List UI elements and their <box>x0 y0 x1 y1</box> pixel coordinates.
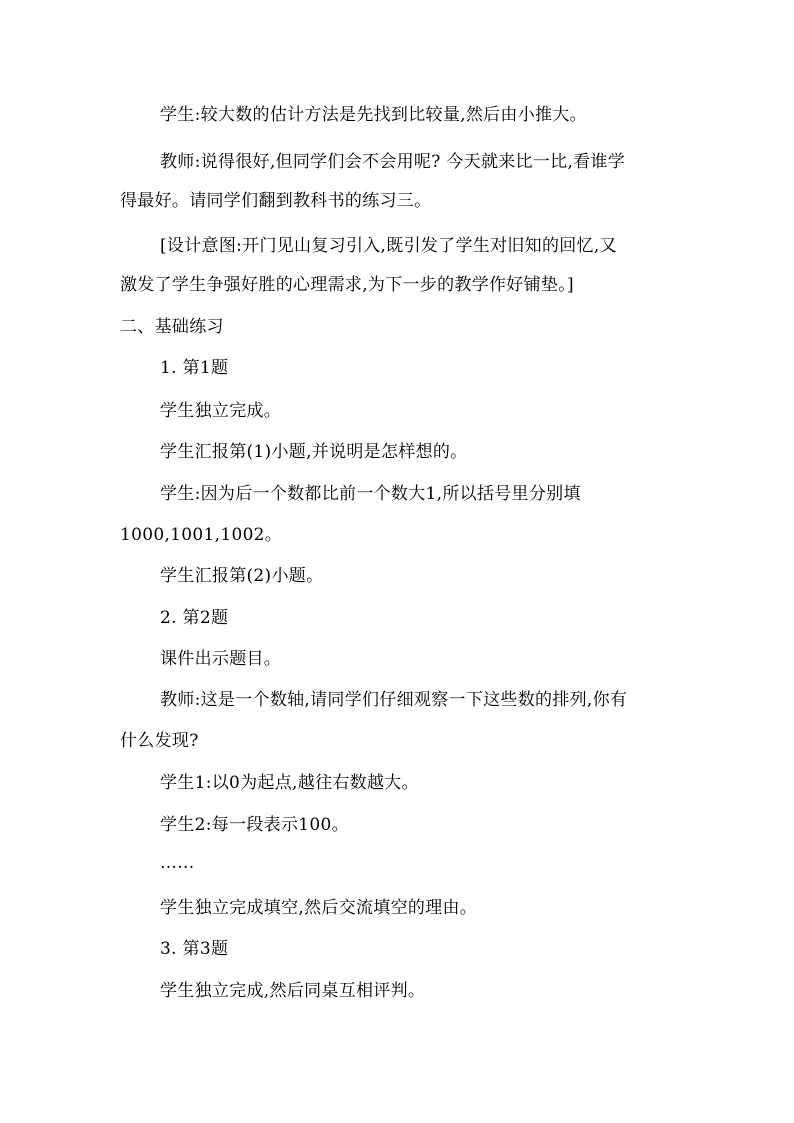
paragraph-line: 学生2:每一段表示100。 <box>160 815 349 835</box>
paragraph-line: 学生汇报第(2)小题。 <box>160 566 324 586</box>
paragraph-line: 学生独立完成,然后同桌互相评判。 <box>160 981 426 1001</box>
exercise-heading: 3. 第3题 <box>160 939 229 959</box>
paragraph-line: 课件出示题目。 <box>160 649 282 669</box>
ellipsis-line: …… <box>160 853 195 873</box>
paragraph-line: 1000,1001,1002。 <box>120 525 283 545</box>
section-heading: 二、基础练习 <box>120 317 224 337</box>
paragraph-line: 学生独立完成。 <box>160 401 282 421</box>
paragraph-line: 学生独立完成填空,然后交流填空的理由。 <box>160 898 478 918</box>
paragraph-line: 什么发现? <box>120 731 199 751</box>
paragraph-line: 激发了学生争强好胜的心理需求,为下一步的教学作好铺垫。] <box>120 275 574 295</box>
paragraph-line: 学生汇报第(1)小题,并说明是怎样想的。 <box>160 442 468 462</box>
paragraph-line: [设计意图:开门见山复习引入,既引发了学生对旧知的回忆,又 <box>160 236 617 256</box>
exercise-heading: 2. 第2题 <box>160 608 229 628</box>
exercise-heading: 1. 第1题 <box>160 358 229 378</box>
paragraph-line: 教师:这是一个数轴,请同学们仔细观察一下这些数的排列,你有 <box>160 690 628 710</box>
paragraph-line: 学生1:以0为起点,越往右数越大。 <box>160 773 419 793</box>
paragraph-line: 得最好。请同学们翻到教科书的练习三。 <box>120 191 432 211</box>
paragraph-line: 学生:较大数的估计方法是先找到比较量,然后由小推大。 <box>160 105 587 125</box>
paragraph-line: 学生:因为后一个数都比前一个数大1,所以括号里分别填 <box>160 484 581 504</box>
paragraph-line: 教师:说得很好,但同学们会不会用呢? 今天就来比一比,看谁学 <box>160 152 626 172</box>
